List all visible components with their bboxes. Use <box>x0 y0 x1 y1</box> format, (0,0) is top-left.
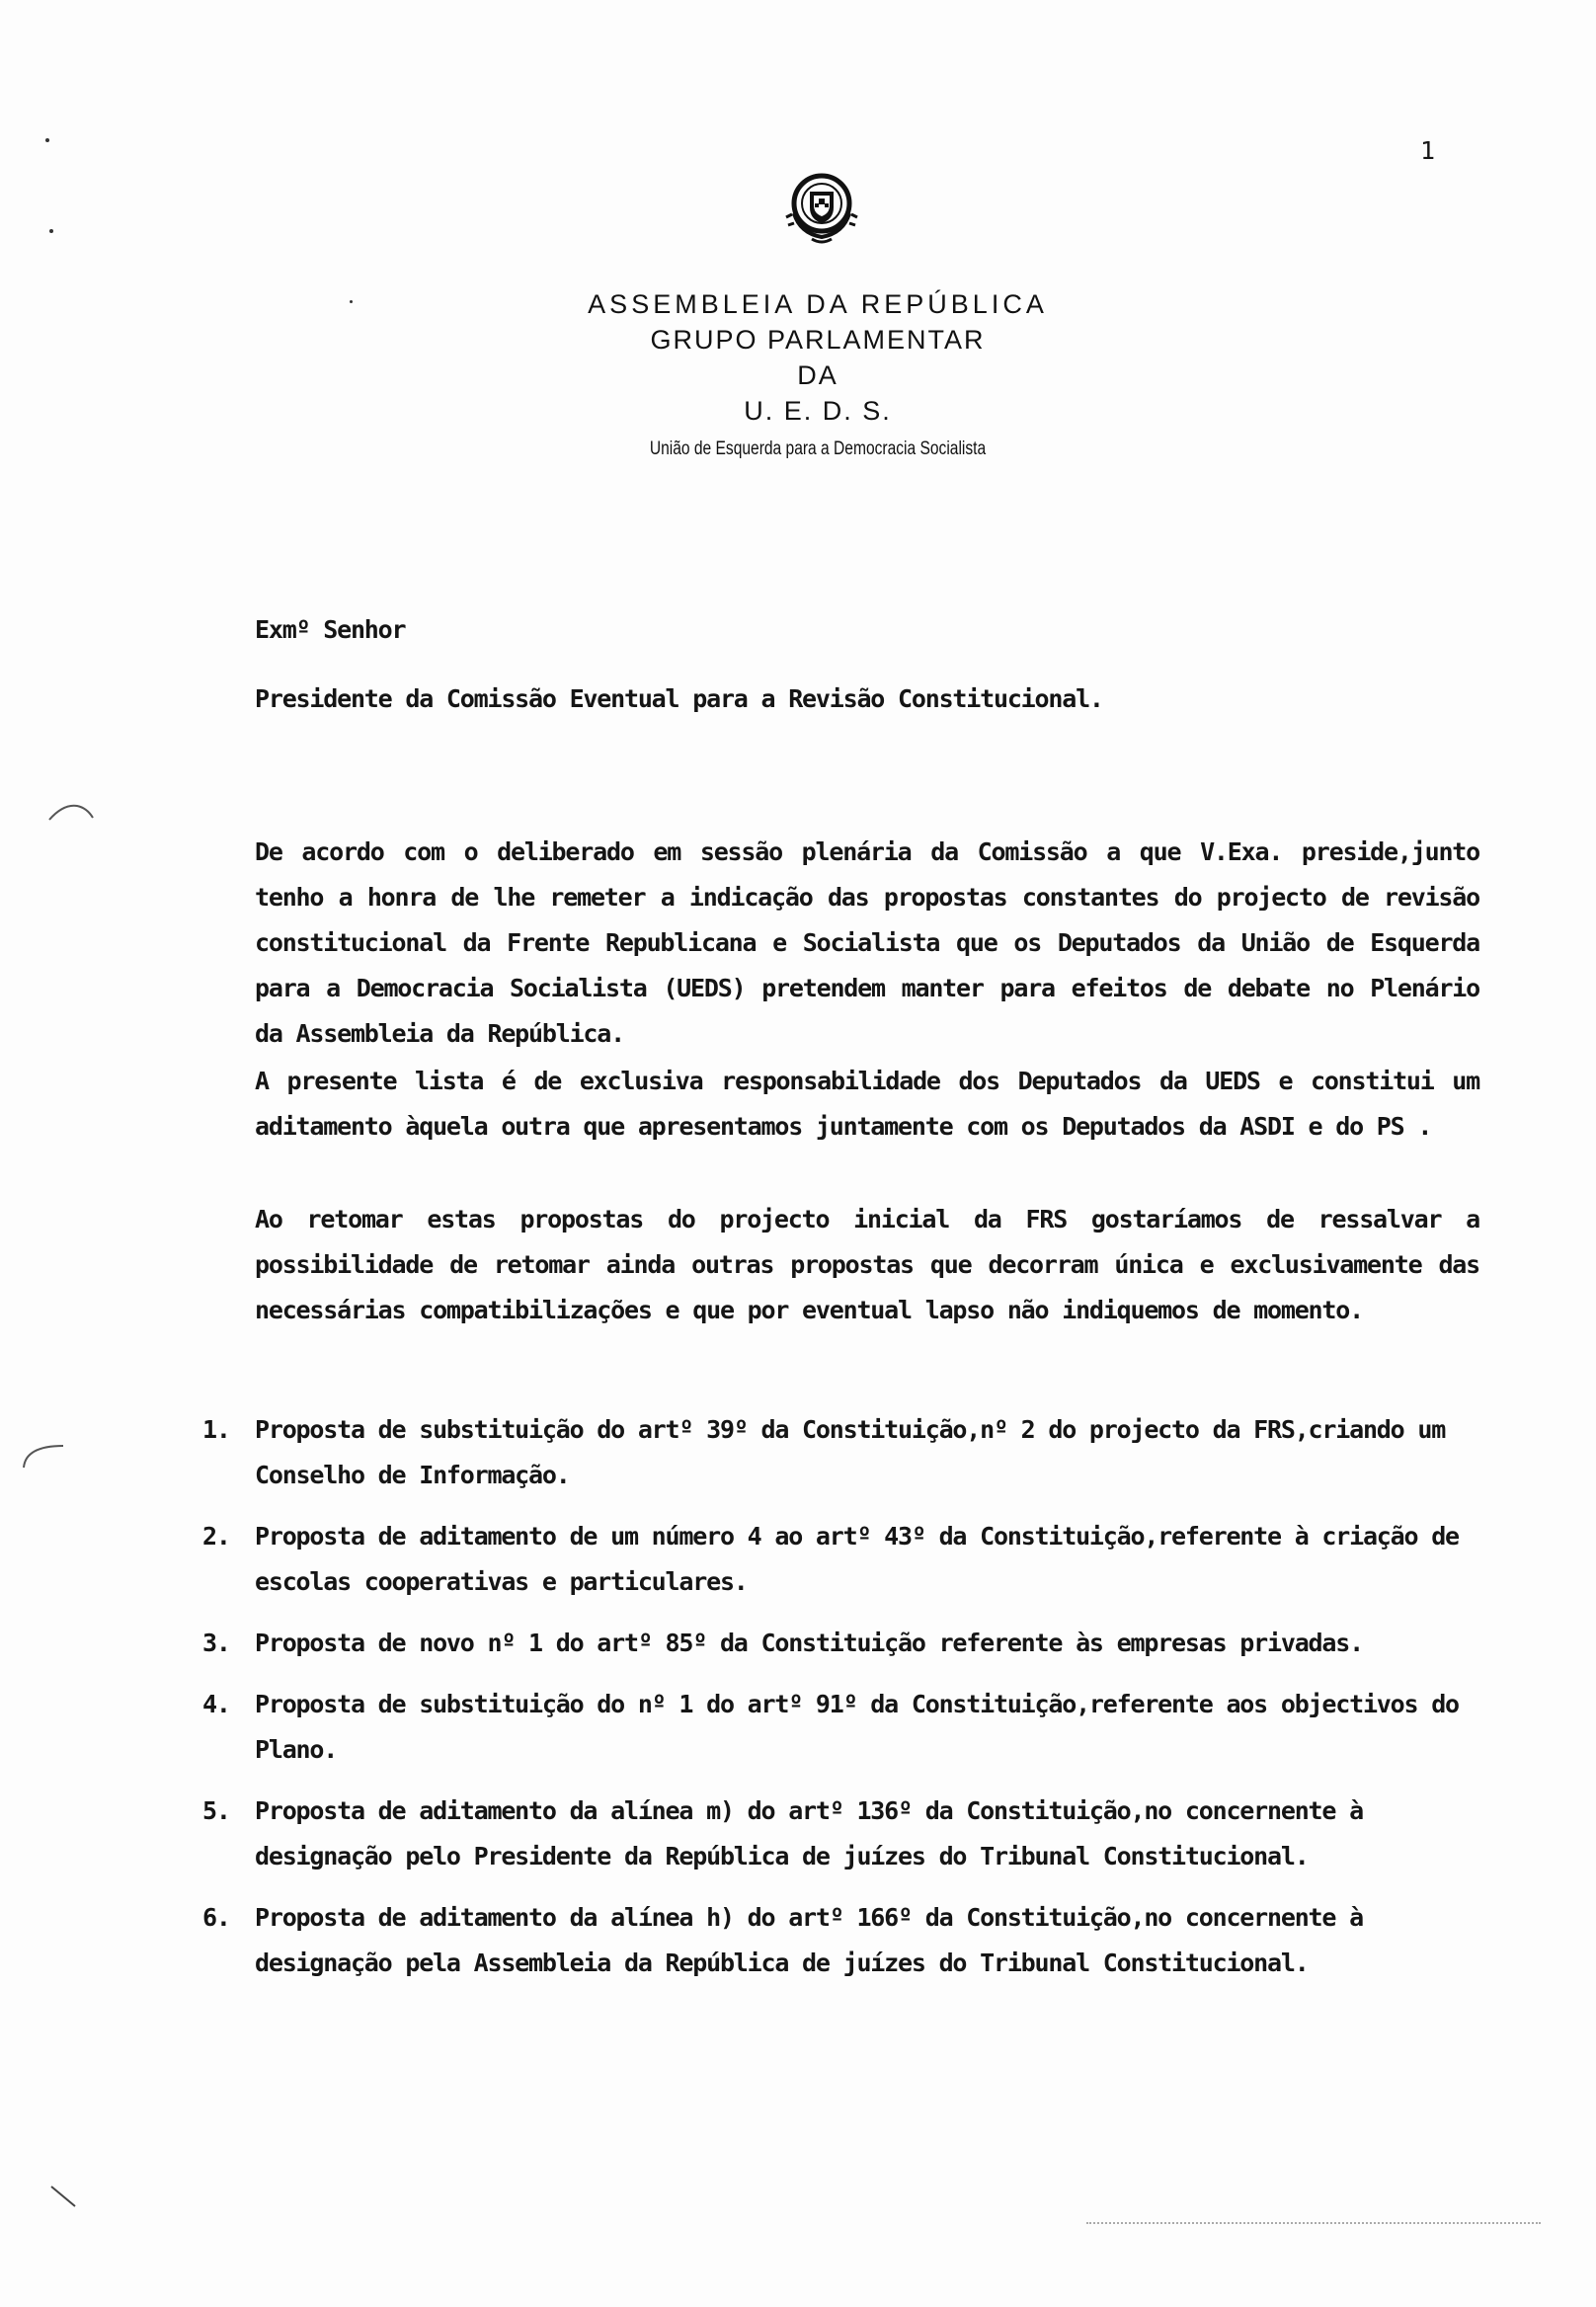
scan-mark <box>49 2183 79 2212</box>
list-item <box>202 1514 1486 1605</box>
salutation-title: Exmº Senhor <box>255 615 406 644</box>
list-item <box>202 1682 1486 1773</box>
scan-mark <box>20 1430 69 1470</box>
proposal-number: 3. <box>202 1629 230 1657</box>
proposal-text: Proposta de substituição do nº 1 do artº 91º da Constituição,referente aos objectivos do Plano. <box>255 1690 1459 1764</box>
paragraph-responsibility <box>255 1059 1479 1150</box>
letterhead <box>403 286 1233 460</box>
list-item <box>202 1789 1486 1879</box>
proposal-number: 5. <box>202 1796 230 1825</box>
proposal-number: 6. <box>202 1903 230 1932</box>
paragraph-text: De acordo com o deliberado em sessão plenária da Comissão a que V.Exa. preside,junto tenho a honra de lhe remeter a indicação das propostas constantes do projecto de revisão constitucional da Frente Republicana e Socialista que os Deputados da União de Esquerda para a Democracia Socialista (UEDS) pretendem manter para efeitos de debate no Plenário da Assembleia da República. <box>255 837 1479 1048</box>
scan-speck <box>350 300 353 303</box>
salutation <box>255 607 1440 722</box>
proposal-text: Proposta de aditamento de um número 4 ao artº 43º da Constituição,referente à criação de escolas cooperativas e particulares. <box>255 1522 1459 1596</box>
scan-speck <box>45 138 49 142</box>
paragraph-text: A presente lista é de exclusiva responsabilidade dos Deputados da UEDS e constitui um aditamento àquela outra que apresentamos juntamente com os Deputados da ASDI e do PS . <box>255 1067 1479 1141</box>
list-item <box>202 1895 1486 1986</box>
proposal-number: 4. <box>202 1690 230 1718</box>
list-item <box>202 1407 1486 1498</box>
proposal-text: Proposta de aditamento da alínea h) do artº 166º da Constituição,no concernente à designação pela Assembleia da República de juízes do Tribunal Constitucional. <box>255 1903 1363 1977</box>
letterhead-assembly: ASSEMBLEIA DA REPÚBLICA <box>588 289 1048 319</box>
paragraph-intro <box>255 830 1479 1057</box>
salutation-addressee: Presidente da Comissão Eventual para a Revisão Constitucional. <box>255 684 1103 713</box>
letterhead-da: DA <box>797 360 838 390</box>
proposal-text: Proposta de aditamento da alínea m) do artº 136º da Constituição,no concernente à designação pelo Presidente da República de juízes do Tribunal Constitucional. <box>255 1796 1363 1870</box>
letterhead-party-name: União de Esquerda para a Democracia Socialista <box>649 438 987 459</box>
proposal-number: 2. <box>202 1522 230 1551</box>
letterhead-party-acronym: U. E. D. S. <box>744 396 892 426</box>
list-item <box>202 1621 1486 1666</box>
proposal-text: Proposta de novo nº 1 do artº 85º da Constituição referente às empresas privadas. <box>255 1629 1363 1657</box>
scan-mark <box>47 800 97 824</box>
paragraph-text: Ao retomar estas propostas do projecto inicial da FRS gostaríamos de ressalvar a possibilidade de retomar ainda outras propostas que decorram única e exclusivamente das necessárias compatibilizações e que por eventual lapso não indiquemos de momento. <box>255 1205 1479 1324</box>
proposal-list <box>202 1407 1486 2002</box>
proposal-text: Proposta de substituição do artº 39º da Constituição,nº 2 do projecto da FRS,criando um Conselho de Informação. <box>255 1415 1446 1489</box>
page-number: 1 <box>1420 136 1434 165</box>
paragraph-reservation <box>255 1197 1479 1333</box>
scan-speck <box>49 229 53 233</box>
coat-of-arms-emblem <box>772 166 871 265</box>
scan-dotted-line <box>1086 2222 1541 2226</box>
proposal-number: 1. <box>202 1415 230 1444</box>
letterhead-group: GRUPO PARLAMENTAR <box>650 325 986 355</box>
